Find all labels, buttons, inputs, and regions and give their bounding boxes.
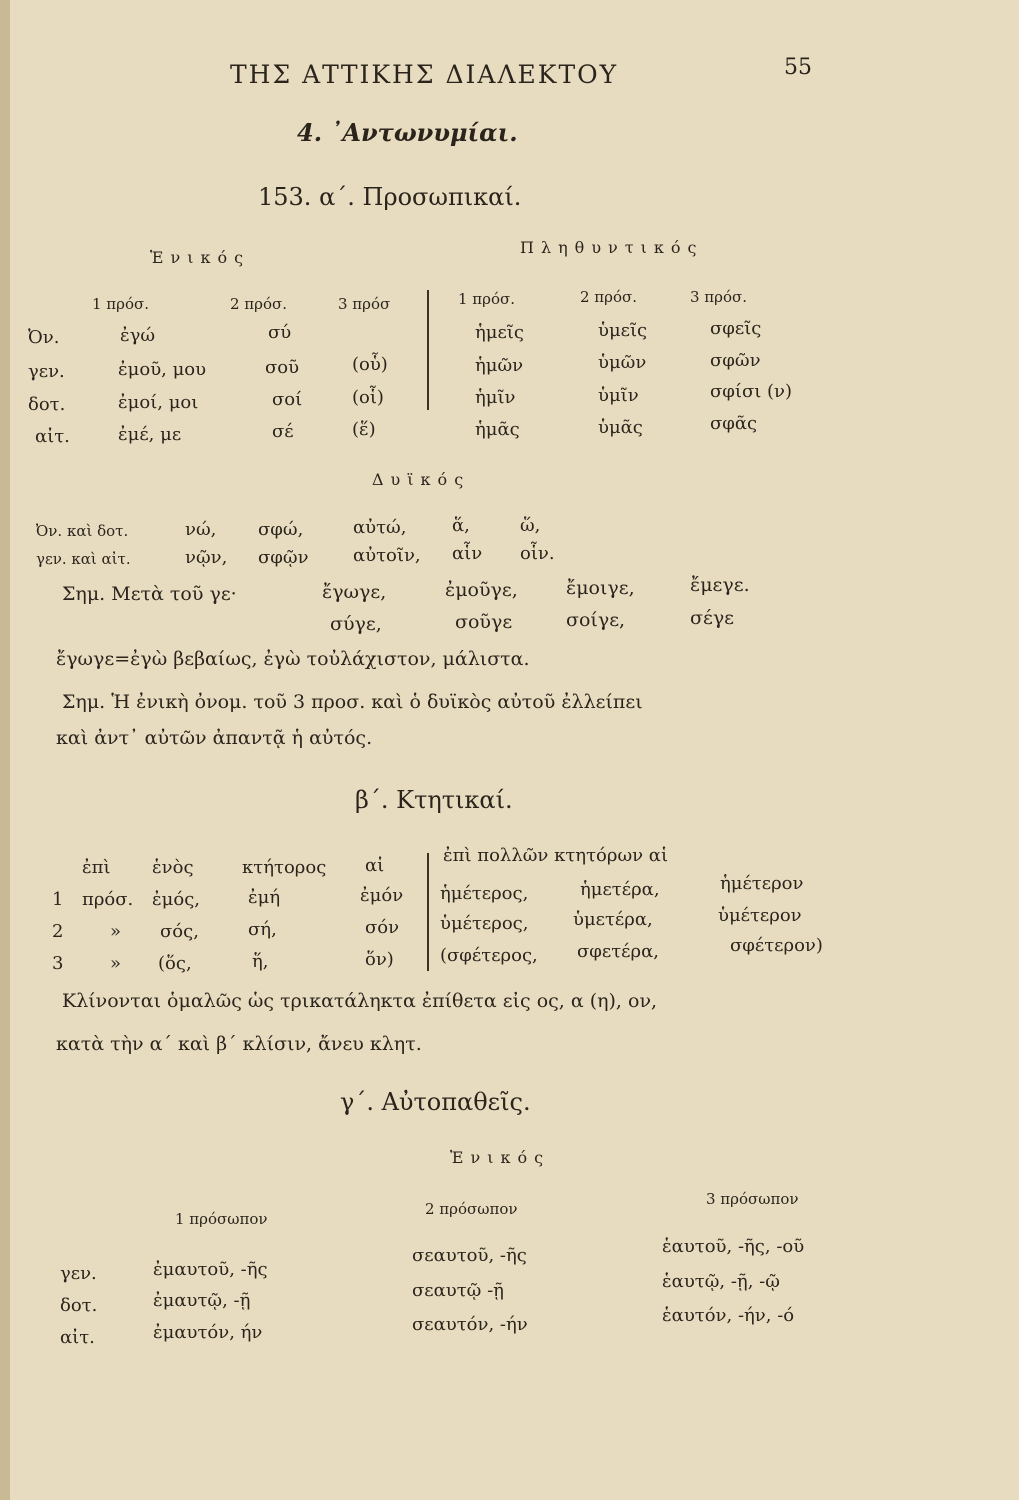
poss-pn: σφέτερον): [730, 935, 823, 956]
poss-left-header: ἑνὸς: [152, 857, 194, 878]
dual-form: ὥ,: [520, 515, 541, 536]
note-lead: Σημ. Μετὰ τοῦ γε·: [62, 583, 237, 605]
reflexive-form: ἑαυτόν, -ήν, -ό: [662, 1305, 795, 1326]
table-cell: σοί: [272, 389, 303, 410]
page-edge: [0, 0, 10, 1500]
case-label: Ὀν.: [28, 327, 60, 348]
reflexive-form: ἐμαυτόν, ήν: [153, 1322, 263, 1343]
reflexive-heading: γ΄. Αὐτοπαθεῖς.: [340, 1088, 531, 1116]
dual-form: σφῷν: [258, 547, 309, 568]
table-cell: σφεῖς: [710, 318, 762, 339]
dual-form: οἷν.: [520, 543, 555, 564]
case-label: γεν.: [28, 361, 65, 382]
note2-line2: καὶ ἀντ᾿ αὐτῶν ἀπαντᾷ ἡ αὐτός.: [56, 727, 373, 749]
section-title: 4. ᾿Αντωνυμίαι.: [297, 118, 518, 147]
table-cell: (ἕ): [352, 419, 376, 440]
note-form: σοίγε,: [566, 609, 626, 631]
poss-f: σή,: [248, 919, 277, 940]
dual-form: αἷν: [452, 543, 483, 564]
poss-ditto: πρόσ.: [82, 889, 134, 910]
possessive-divider: [427, 853, 429, 971]
poss-pm: (σφέτερος,: [440, 945, 538, 966]
poss-m: σός,: [160, 921, 199, 942]
note-form: σέγε: [690, 607, 735, 629]
table-cell: σφῶν: [710, 350, 761, 371]
dual-form: νῷν,: [185, 547, 228, 568]
table-cell: ἐμέ, με: [118, 424, 182, 445]
poss-n: σόν: [365, 917, 400, 938]
reflexive-case: αἰτ.: [60, 1327, 95, 1348]
poss-f: ἥ,: [252, 951, 269, 972]
egoge-line: ἔγωγε=ἐγὼ βεβαίως, ἐγὼ τοὐλάχιστον, μάλιστα.: [56, 648, 530, 670]
table-cell: (οἷ): [352, 387, 384, 408]
poss-pf: ὑμετέρα,: [573, 909, 653, 930]
table-cell: ἡμεῖς: [475, 322, 524, 343]
table-cell: ἐμοί, μοι: [118, 392, 199, 413]
poss-pn: ἡμέτερον: [720, 873, 804, 894]
reflexive-col: 1 πρόσωπον: [175, 1210, 268, 1228]
poss-pn: ὑμέτερον: [718, 905, 802, 926]
note-form: σύγε,: [330, 613, 382, 635]
poss-pf: σφετέρα,: [577, 941, 659, 962]
table-cell: σύ: [268, 322, 292, 343]
reflexive-form: ἐμαυτῷ, -ῇ: [153, 1290, 251, 1311]
table-cell: ἡμῖν: [475, 387, 516, 408]
poss-ditto: »: [110, 921, 122, 942]
personal-divider: [427, 290, 429, 410]
reflexive-form: ἑαυτῷ, -ῇ, -ῷ: [662, 1271, 780, 1292]
note-form: ἐμοῦγε,: [445, 579, 518, 601]
poss-m: (ὅς,: [158, 953, 192, 974]
poss-num: 2: [52, 921, 64, 942]
table-cell: σφίσι (ν): [710, 381, 793, 402]
poss-pf: ἡμετέρα,: [580, 879, 660, 900]
sg-col-2: 2 πρόσ.: [230, 295, 288, 313]
poss-left-header: αἱ: [365, 855, 385, 876]
table-cell: (οὗ): [352, 354, 388, 375]
reflexive-form: σεαυτόν, -ήν: [412, 1314, 528, 1335]
table-cell: ἐγώ: [120, 325, 156, 346]
table-cell: ὑμεῖς: [598, 320, 648, 341]
poss-m: ἐμός,: [152, 889, 200, 910]
dual-form: αὐτοῖν,: [353, 545, 421, 566]
table-cell: σοῦ: [265, 357, 300, 378]
poss-left-header: κτήτορος: [242, 857, 327, 878]
table-cell: ὑμῶν: [598, 352, 647, 373]
possessive-heading: β΄. Κτητικαί.: [355, 786, 513, 814]
table-cell: σέ: [272, 421, 294, 442]
poss-left-header: ἐπὶ: [82, 857, 111, 878]
dual-case: Ὀν. καὶ δοτ.: [36, 522, 129, 540]
poss-num: 1: [52, 889, 64, 910]
personal-heading: 153. α΄. Προσωπικαί.: [258, 183, 522, 211]
dual-case: γεν. καὶ αἰτ.: [36, 550, 131, 568]
sg-col-1: 1 πρόσ.: [92, 295, 150, 313]
poss-n: ὅν): [365, 949, 394, 970]
reflexive-col: 2 πρόσωπον: [425, 1200, 518, 1218]
page-number: 55: [784, 55, 812, 80]
poss-pm: ἡμέτερος,: [440, 883, 529, 904]
table-cell: σφᾶς: [710, 413, 758, 434]
reflexive-form: σεαυτοῦ, -ῆς: [412, 1245, 527, 1266]
singular-label: Ἑνικός: [150, 248, 251, 267]
reflexive-singular-label: Ἑνικός: [450, 1148, 551, 1167]
plural-label: Πληθυντικός: [520, 238, 704, 257]
note-form: ἔμοιγε,: [566, 577, 635, 599]
table-cell: ἐμοῦ, μου: [118, 359, 207, 380]
dual-form: σφώ,: [258, 519, 304, 540]
note-form: ἔγωγε,: [322, 581, 387, 603]
dual-form: αὐτώ,: [353, 517, 407, 538]
table-cell: ὑμᾶς: [598, 417, 643, 438]
poss-num: 3: [52, 953, 64, 974]
reflexive-col: 3 πρόσωπον: [706, 1190, 799, 1208]
reflexive-form: σεαυτῷ -ῇ: [412, 1280, 504, 1301]
reflexive-form: ἑαυτοῦ, -ῆς, -οῦ: [662, 1236, 805, 1257]
note-form: ἔμεγε.: [690, 574, 750, 596]
table-cell: ὑμῖν: [598, 385, 639, 406]
case-label: αἰτ.: [35, 426, 70, 447]
poss-right-header: ἐπὶ πολλῶν κτητόρων αἱ: [443, 845, 669, 866]
poss-n: ἐμόν: [360, 885, 404, 906]
running-head: ΤΗΣ ΑΤΤΙΚΗΣ ΔΙΑΛΕΚΤΟΥ: [230, 60, 619, 89]
dual-form: ἅ,: [452, 515, 470, 536]
pl-col-1: 1 πρόσ.: [458, 290, 516, 308]
pl-col-3: 3 πρόσ.: [690, 288, 748, 306]
poss-f: ἐμή: [248, 887, 281, 908]
sg-col-3: 3 πρόσ: [338, 295, 391, 313]
reflexive-case: δοτ.: [60, 1295, 98, 1316]
note-form: σοῦγε: [455, 611, 513, 633]
poss-ditto: »: [110, 953, 122, 974]
reflexive-case: γεν.: [60, 1263, 97, 1284]
poss-pm: ὑμέτερος,: [440, 913, 529, 934]
possessive-note-line1: Κλίνονται ὁμαλῶς ὡς τρικατάληκτα ἐπίθετα εἰς ος, α (η), ον,: [62, 990, 658, 1012]
case-label: δοτ.: [28, 394, 66, 415]
possessive-note-line2: κατὰ τὴν α΄ καὶ β΄ κλίσιν, ἄνευ κλητ.: [56, 1033, 422, 1055]
table-cell: ἡμῶν: [475, 355, 524, 376]
pl-col-2: 2 πρόσ.: [580, 288, 638, 306]
note2-line1: Σημ. Ἡ ἐνικὴ ὀνομ. τοῦ 3 προσ. καὶ ὁ δυϊκὸς αὐτοῦ ἐλλείπει: [62, 691, 643, 713]
table-cell: ἡμᾶς: [475, 419, 520, 440]
dual-label: Δυϊκός: [372, 470, 471, 489]
reflexive-form: ἐμαυτοῦ, -ῆς: [153, 1259, 268, 1280]
dual-form: νώ,: [185, 519, 217, 540]
